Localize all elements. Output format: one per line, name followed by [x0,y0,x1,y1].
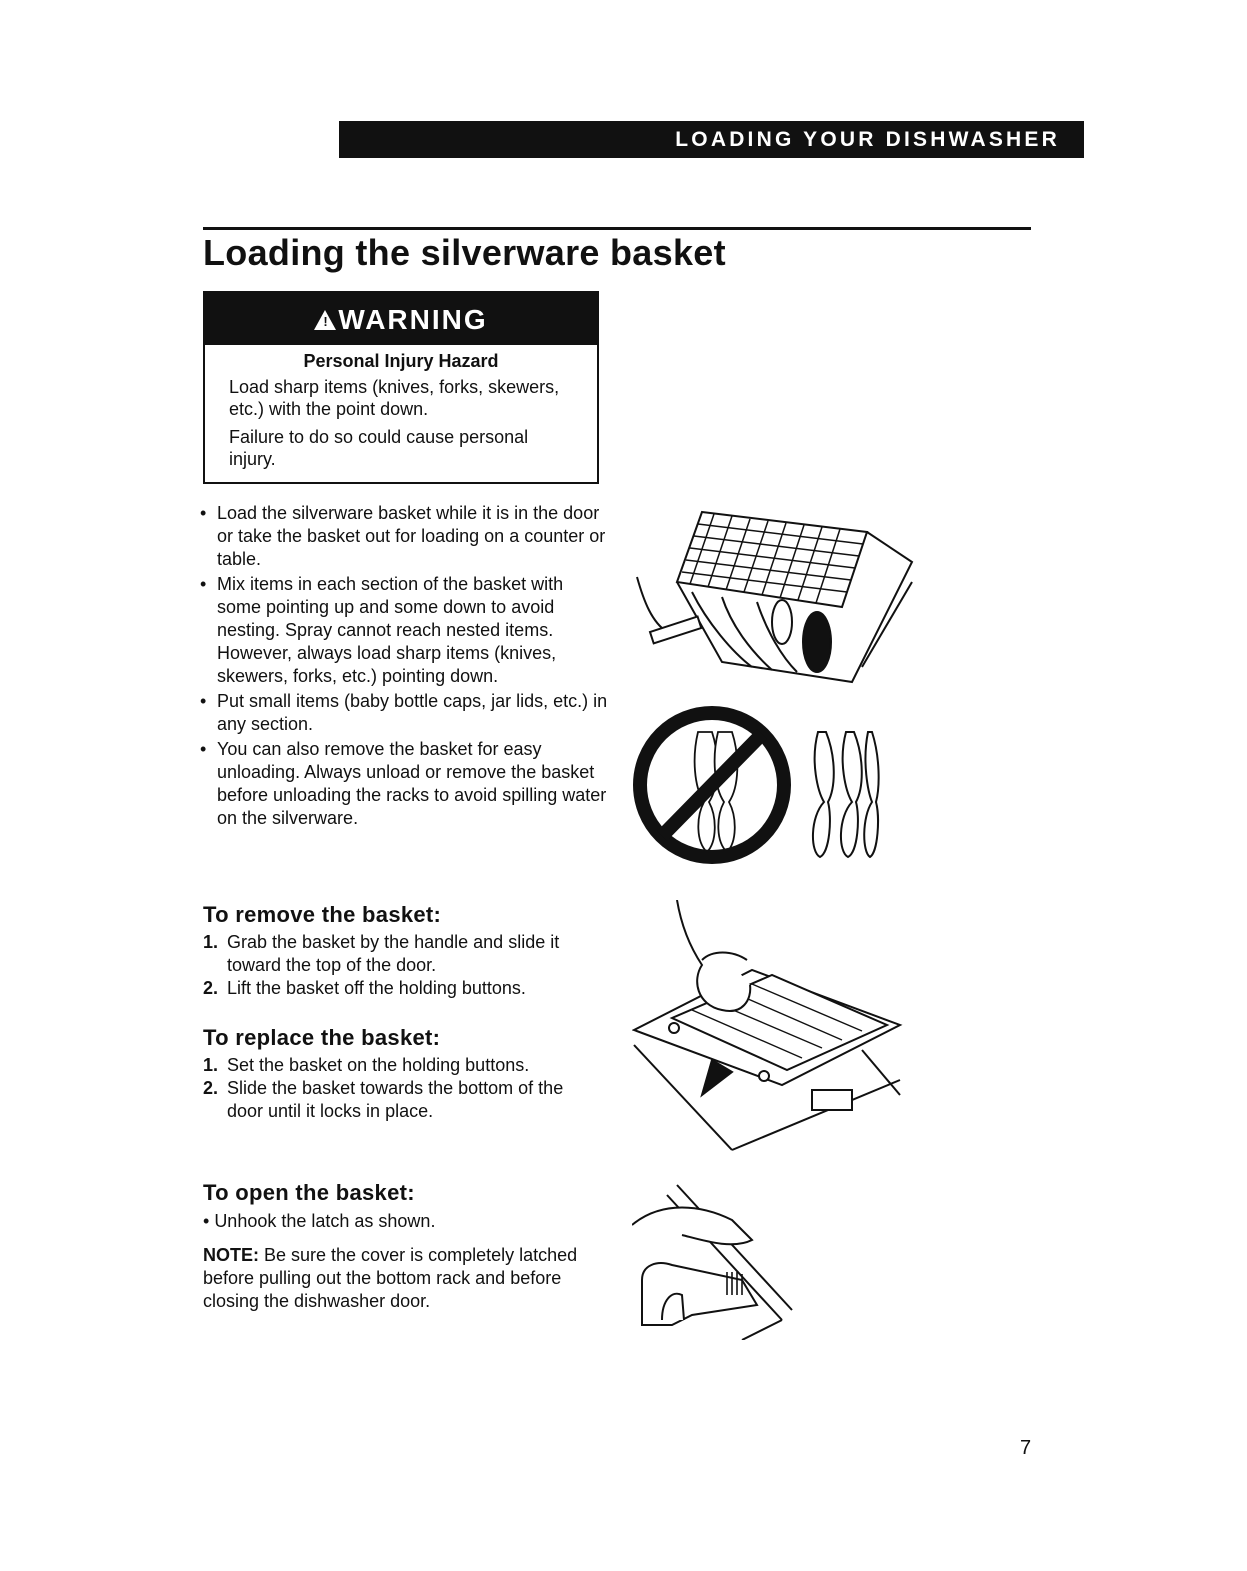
list-item: • Load the silverware basket while it is in the door or take the basket out for loading on a counter or table. [200,503,606,569]
remove-basket-section [203,902,603,1000]
warning-label: WARNING [338,304,488,335]
note-paragraph [203,1244,593,1313]
silverware-basket-illustration [632,502,917,687]
section-header-bar [339,121,1084,158]
warning-hazard-title: Personal Injury Hazard [303,351,499,371]
warning-box [203,291,599,484]
basket-latch-illustration [632,1180,797,1340]
basket-removal-illustration [632,900,904,1156]
replace-basket-section [203,1025,603,1123]
open-basket-bullet: • Unhook the latch as shown. [203,1211,436,1231]
warning-triangle-icon: ! [314,310,336,330]
step-item: 2. Slide the basket towards the bottom of the door until it locks in place. [203,1078,564,1121]
list-item: • Put small items (baby bottle caps, jar lids, etc.) in any section. [200,691,608,734]
replace-basket-heading: To replace the basket: [203,1025,441,1050]
no-nesting-spoons-icon [632,702,882,867]
note-label: NOTE: [203,1245,259,1265]
section-header-text: LOADING YOUR DISHWASHER [675,128,1060,151]
replace-steps [203,1054,603,1123]
remove-steps [203,931,603,1000]
bullet-dot-icon: • [203,1211,215,1231]
page-number: 7 [1020,1437,1032,1459]
title-rule [203,227,1031,230]
step-item: 2. Lift the basket off the holding buttons. [203,978,526,998]
warning-header [205,293,597,345]
bullet-dot-icon: • [200,574,207,594]
bullet-dot-icon: • [200,691,207,711]
step-item: 1. Set the basket on the holding buttons. [203,1055,530,1075]
note-text: Be sure the cover is completely latched before pulling out the bottom rack and before closing the dishwasher door. [203,1245,578,1311]
open-basket-heading: To open the basket: [203,1180,415,1205]
warning-paragraph-1: Load sharp items (knives, forks, skewers, etc.) with the point down. [229,377,560,419]
step-item: 1. Grab the basket by the handle and slide it toward the top of the door. [203,932,560,975]
page-title: Loading the silverware basket [203,232,726,273]
bullet-dot-icon: • [200,503,207,523]
list-item: • You can also remove the basket for easy unloading. Always unload or remove the basket before unloading the racks to avoid spilling water on the silverware. [200,739,607,828]
list-item: • Mix items in each section of the basket with some pointing up and some down to avoid nesting. Spray cannot reach nested items. However, always load sharp items (knives, skewers, forks, etc.) pointing down. [200,574,564,686]
loading-bullet-list [200,502,610,832]
bullet-dot-icon: • [200,739,207,759]
warning-paragraph-2: Failure to do so could cause personal injury. [229,427,529,469]
remove-basket-heading: To remove the basket: [203,902,442,927]
open-basket-section [203,1180,593,1313]
